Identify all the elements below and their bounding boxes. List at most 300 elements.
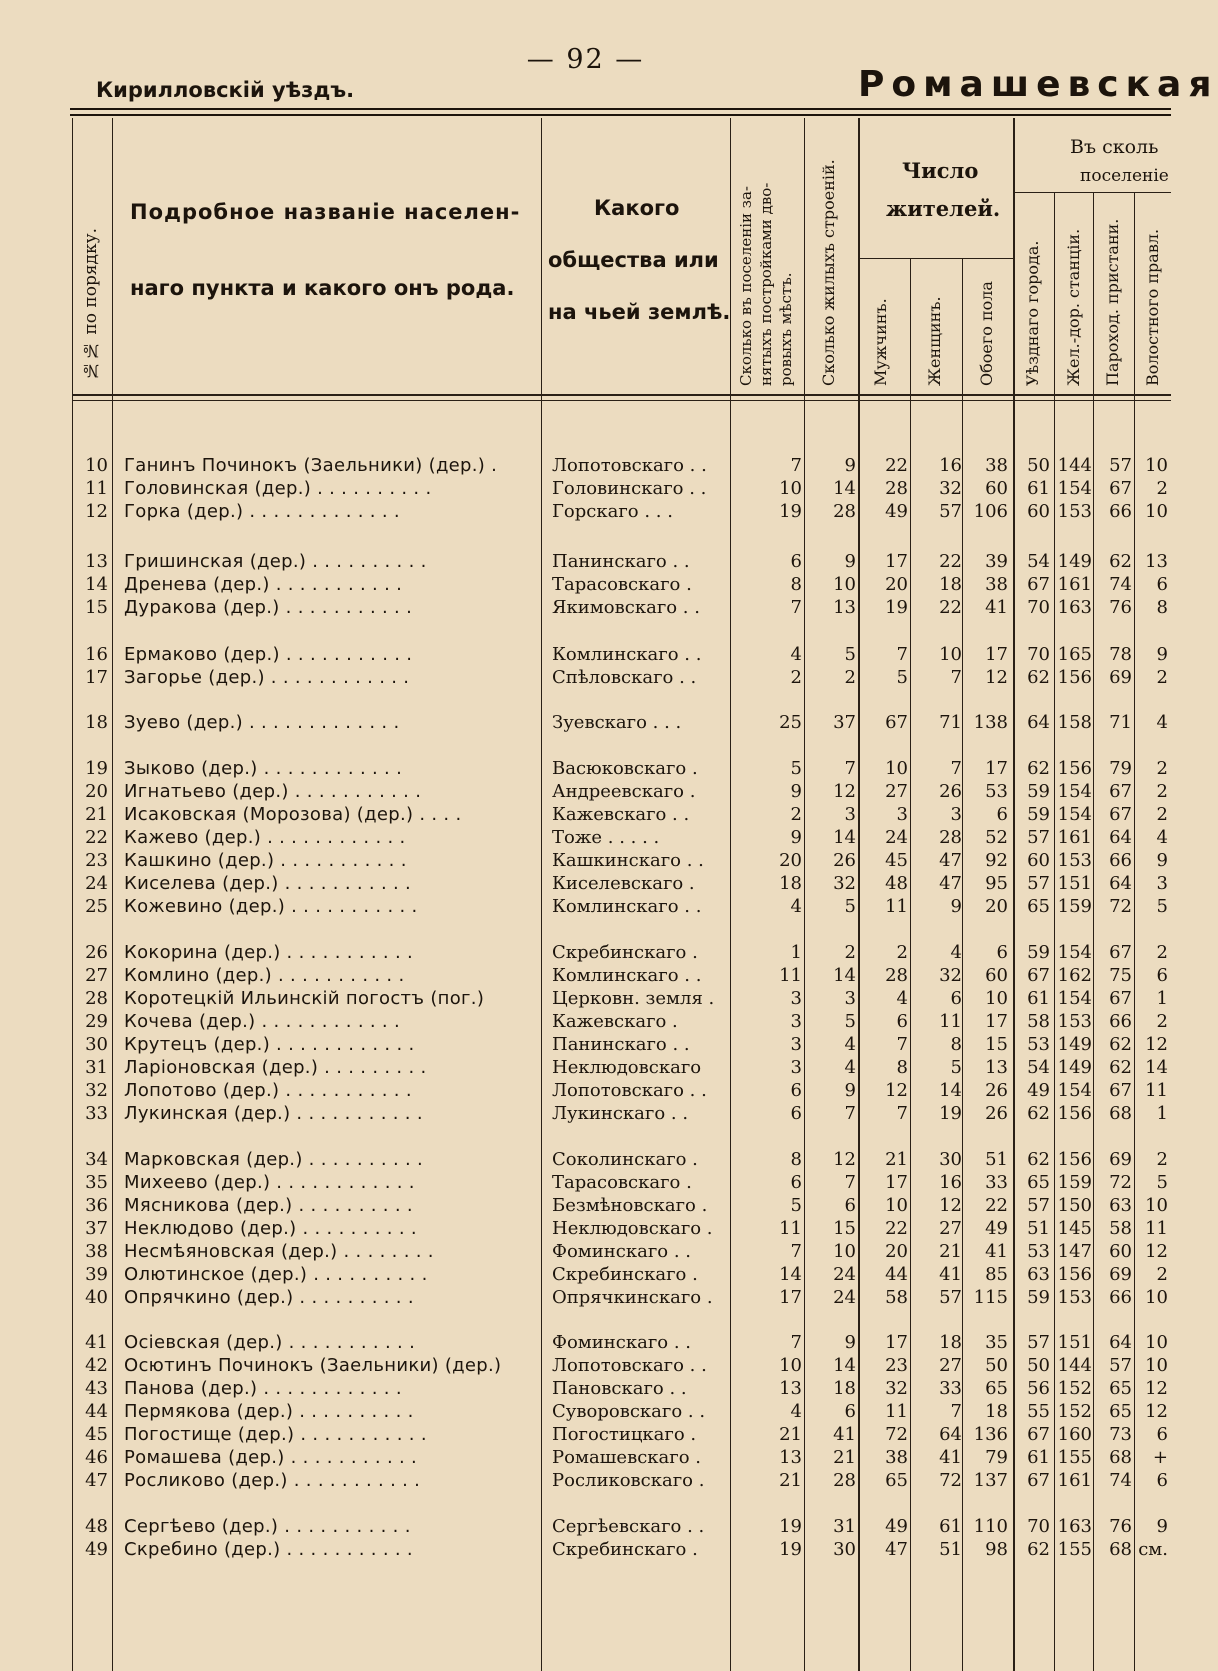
row-number: 49	[85, 1539, 108, 1560]
row-value: 50	[1027, 1355, 1050, 1376]
row-value: 53	[1027, 1241, 1050, 1262]
row-value: 64	[1109, 1332, 1132, 1353]
row-value: 53	[985, 781, 1008, 802]
row-value: 65	[985, 1378, 1008, 1399]
society-name: Кажевскаго .	[552, 1011, 678, 1032]
row-value: 153	[1057, 1287, 1092, 1308]
row-value: 71	[939, 712, 962, 733]
row-value: 57	[939, 1287, 962, 1308]
settlement-name: Кокорина (дер.) . . . . . . . . . . .	[124, 942, 414, 963]
row-value: 21	[779, 1424, 802, 1445]
settlement-name: Крутецъ (дер.) . . . . . . . . . . . .	[124, 1034, 415, 1055]
row-value: 67	[1027, 574, 1050, 595]
row-value: 3	[844, 988, 856, 1009]
row-value: 8	[896, 1057, 908, 1078]
row-value: 62	[1109, 551, 1132, 572]
row-value: 57	[1027, 827, 1050, 848]
row-value: 19	[939, 1103, 962, 1124]
table-row	[0, 501, 1171, 523]
row-value: 72	[885, 1424, 908, 1445]
row-value: 10	[1145, 1287, 1168, 1308]
settlement-name: Кожевино (дер.) . . . . . . . . . . .	[124, 896, 418, 917]
row-value: 28	[833, 501, 856, 522]
table-row	[0, 667, 1171, 689]
table-row	[0, 827, 1171, 849]
row-value: 21	[779, 1470, 802, 1491]
district-title: Кирилловскій уѣздъ.	[96, 78, 355, 102]
row-value: 1	[1156, 1103, 1168, 1124]
row-value: 68	[1109, 1447, 1132, 1468]
row-value: 10	[833, 574, 856, 595]
row-value: 145	[1057, 1218, 1092, 1239]
row-number: 11	[85, 478, 108, 499]
row-value: 9	[790, 781, 802, 802]
row-value: 3	[1156, 873, 1168, 894]
table-row	[0, 455, 1171, 477]
row-value: 3	[790, 988, 802, 1009]
table-row	[0, 1195, 1171, 1217]
row-number: 46	[85, 1447, 108, 1468]
table-row	[0, 1103, 1171, 1125]
table-row	[0, 574, 1171, 596]
settlement-name: Опрячкино (дер.) . . . . . . . . . .	[124, 1287, 414, 1308]
row-value: 37	[833, 712, 856, 733]
row-value: 20	[779, 850, 802, 871]
row-value: 65	[1109, 1378, 1132, 1399]
society-name: Головинскаго . .	[552, 478, 707, 499]
row-value: 154	[1057, 478, 1092, 499]
row-value: 57	[1109, 455, 1132, 476]
row-value: 18	[833, 1378, 856, 1399]
row-value: 4	[896, 988, 908, 1009]
row-value: 9	[844, 551, 856, 572]
row-value: 49	[985, 1218, 1008, 1239]
row-value: 10	[939, 644, 962, 665]
row-value: 14	[833, 965, 856, 986]
row-value: 70	[1027, 644, 1050, 665]
row-value: 2	[896, 942, 908, 963]
row-value: 57	[1109, 1355, 1132, 1376]
row-number: 42	[85, 1355, 108, 1376]
row-value: 3	[844, 804, 856, 825]
row-value: 44	[885, 1264, 908, 1285]
row-number: 16	[85, 644, 108, 665]
row-value: 9	[1156, 644, 1168, 665]
row-value: 6	[950, 988, 962, 1009]
row-value: 5	[790, 758, 802, 779]
row-value: 156	[1057, 667, 1092, 688]
row-value: см.	[1138, 1539, 1168, 1560]
table-row	[0, 1355, 1171, 1377]
row-value: 98	[985, 1539, 1008, 1560]
row-value: 10	[779, 1355, 802, 1376]
table-row	[0, 1034, 1171, 1056]
row-value: 12	[833, 781, 856, 802]
table-row	[0, 942, 1171, 964]
row-value: 18	[985, 1401, 1008, 1422]
row-value: 38	[985, 574, 1008, 595]
row-value: 56	[1027, 1378, 1050, 1399]
settlement-name: Зыково (дер.) . . . . . . . . . . . .	[124, 758, 403, 779]
row-value: 159	[1057, 1172, 1092, 1193]
col-header-inhabitants-2: жителей.	[886, 196, 1001, 221]
row-value: 12	[833, 1149, 856, 1170]
row-value: 7	[950, 667, 962, 688]
row-number: 10	[85, 455, 108, 476]
row-value: 154	[1057, 942, 1092, 963]
row-value: 32	[885, 1378, 908, 1399]
row-value: 10	[1145, 1195, 1168, 1216]
settlement-name: Лукинская (дер.) . . . . . . . . . . .	[124, 1103, 423, 1124]
society-name: Скребинскаго .	[552, 1539, 698, 1560]
col-header-society-1: Какого	[594, 196, 680, 220]
row-value: 9	[1156, 1516, 1168, 1537]
row-value: 5	[1156, 896, 1168, 917]
row-value: 152	[1057, 1401, 1092, 1422]
table-row	[0, 1241, 1171, 1263]
society-name: Лопотовскаго . .	[552, 455, 707, 476]
table-row	[0, 988, 1171, 1010]
row-value: 52	[985, 827, 1008, 848]
row-value: 67	[1109, 478, 1132, 499]
row-value: 65	[885, 1470, 908, 1491]
row-value: 8	[1156, 597, 1168, 618]
row-value: 13	[985, 1057, 1008, 1078]
row-number: 47	[85, 1470, 108, 1491]
row-value: 8	[790, 1149, 802, 1170]
society-name: Росликовскаго .	[552, 1470, 705, 1491]
settlement-name: Загорье (дер.) . . . . . . . . . . . .	[124, 667, 410, 688]
row-number: 36	[85, 1195, 108, 1216]
row-value: 9	[844, 1332, 856, 1353]
society-name: Лопотовскаго . .	[552, 1355, 707, 1376]
society-name: Церковн. земля .	[552, 988, 715, 1009]
col-header-name-1: Подробное названіе населен-	[130, 200, 521, 224]
row-value: 61	[939, 1516, 962, 1537]
settlement-name: Исаковская (Морозова) (дер.) . . . .	[124, 804, 462, 825]
row-value: 154	[1057, 988, 1092, 1009]
col-header-women: Женщинъ.	[925, 296, 944, 386]
row-number: 28	[85, 988, 108, 1009]
settlement-name: Мясникова (дер.) . . . . . . . . . .	[124, 1195, 413, 1216]
row-value: 10	[1145, 455, 1168, 476]
row-value: 32	[833, 873, 856, 894]
row-value: 49	[885, 1516, 908, 1537]
row-number: 33	[85, 1103, 108, 1124]
row-value: 60	[1027, 850, 1050, 871]
row-value: 68	[1109, 1539, 1132, 1560]
row-value: 24	[885, 827, 908, 848]
row-value: 136	[973, 1424, 1008, 1445]
row-value: 10	[1145, 1355, 1168, 1376]
row-value: 12	[885, 1080, 908, 1101]
row-value: 2	[844, 942, 856, 963]
row-value: 18	[939, 574, 962, 595]
row-value: 17	[779, 1287, 802, 1308]
row-number: 18	[85, 712, 108, 733]
row-value: 64	[1027, 712, 1050, 733]
row-value: 6	[1156, 574, 1168, 595]
row-value: 7	[844, 1103, 856, 1124]
row-value: 67	[1109, 804, 1132, 825]
row-value: 64	[1109, 873, 1132, 894]
row-number: 14	[85, 574, 108, 595]
row-value: 62	[1109, 1034, 1132, 1055]
row-value: 30	[833, 1539, 856, 1560]
row-value: 137	[973, 1470, 1008, 1491]
row-value: 9	[1156, 850, 1168, 871]
row-value: 151	[1057, 873, 1092, 894]
row-value: 106	[973, 501, 1008, 522]
settlement-name: Росликово (дер.) . . . . . . . . . . .	[124, 1470, 421, 1491]
row-value: 9	[844, 455, 856, 476]
row-value: 59	[1027, 942, 1050, 963]
col-header-distance-1: Въ сколь	[1070, 136, 1159, 158]
table-row	[0, 1470, 1171, 1492]
society-name: Фоминскаго . .	[552, 1241, 691, 1262]
row-value: 3	[790, 1034, 802, 1055]
row-number: 23	[85, 850, 108, 871]
society-name: Зуевскаго . . .	[552, 712, 682, 733]
row-value: 18	[779, 873, 802, 894]
row-value: 66	[1109, 1287, 1132, 1308]
row-value: 2	[1156, 1264, 1168, 1285]
row-value: 67	[1109, 781, 1132, 802]
row-value: 7	[950, 1401, 962, 1422]
row-value: 2	[1156, 758, 1168, 779]
row-value: 6	[896, 1011, 908, 1032]
row-value: 59	[1027, 804, 1050, 825]
table-row	[0, 478, 1171, 500]
row-value: 7	[790, 1332, 802, 1353]
row-value: 64	[1109, 827, 1132, 848]
society-name: Тоже . . . . .	[552, 827, 660, 848]
col-header-both: Обоего пола	[977, 281, 996, 386]
row-value: 72	[1109, 896, 1132, 917]
row-value: 73	[1109, 1424, 1132, 1445]
society-name: Спѣловскаго . .	[552, 667, 697, 688]
society-name: Сергѣевскаго . .	[552, 1516, 705, 1537]
row-value: 153	[1057, 850, 1092, 871]
row-value: 45	[885, 850, 908, 871]
row-value: 51	[1027, 1218, 1050, 1239]
settlement-name: Гришинская (дер.) . . . . . . . . . .	[124, 551, 427, 572]
table-row	[0, 781, 1171, 803]
row-value: 67	[1027, 1424, 1050, 1445]
row-value: 5	[950, 1057, 962, 1078]
row-value: 5	[844, 896, 856, 917]
row-value: 62	[1027, 1539, 1050, 1560]
society-name: Тарасовскаго .	[552, 1172, 692, 1193]
row-value: 150	[1057, 1195, 1092, 1216]
row-value: 161	[1057, 574, 1092, 595]
row-value: 62	[1027, 758, 1050, 779]
society-name: Скребинскаго .	[552, 1264, 698, 1285]
row-value: 60	[1027, 501, 1050, 522]
row-value: 2	[1156, 478, 1168, 499]
row-value: 4	[844, 1057, 856, 1078]
row-value: 159	[1057, 896, 1092, 917]
row-value: 85	[985, 1264, 1008, 1285]
row-value: 163	[1057, 597, 1092, 618]
row-value: 7	[790, 455, 802, 476]
table-row	[0, 1057, 1171, 1079]
row-value: 156	[1057, 1264, 1092, 1285]
row-value: 28	[885, 478, 908, 499]
row-value: 33	[985, 1172, 1008, 1193]
settlement-name: Пермякова (дер.) . . . . . . . . . .	[124, 1401, 414, 1422]
row-value: 2	[1156, 942, 1168, 963]
row-value: 65	[1027, 896, 1050, 917]
settlement-name: Неклюдово (дер.) . . . . . . . . . .	[124, 1218, 417, 1239]
row-number: 30	[85, 1034, 108, 1055]
row-value: 26	[985, 1080, 1008, 1101]
row-value: 153	[1057, 501, 1092, 522]
row-value: 17	[985, 644, 1008, 665]
row-value: 8	[790, 574, 802, 595]
row-value: 55	[1027, 1401, 1050, 1422]
row-value: 14	[833, 827, 856, 848]
society-name: Васюковскаго .	[552, 758, 698, 779]
row-value: 49	[885, 501, 908, 522]
row-value: 63	[1109, 1195, 1132, 1216]
row-value: 47	[939, 873, 962, 894]
row-value: 12	[939, 1195, 962, 1216]
table-row	[0, 1080, 1171, 1102]
row-value: 11	[779, 1218, 802, 1239]
row-value: 57	[939, 501, 962, 522]
row-value: 67	[1027, 1470, 1050, 1491]
row-value: 21	[833, 1447, 856, 1468]
row-value: 30	[939, 1149, 962, 1170]
row-value: 47	[939, 850, 962, 871]
row-value: 58	[1027, 1011, 1050, 1032]
row-value: 11	[779, 965, 802, 986]
row-value: 7	[790, 1241, 802, 1262]
row-value: 50	[985, 1355, 1008, 1376]
row-value: 10	[833, 1241, 856, 1262]
row-value: 66	[1109, 501, 1132, 522]
row-value: 75	[1109, 965, 1132, 986]
row-value: 7	[896, 644, 908, 665]
row-value: 39	[985, 551, 1008, 572]
row-value: 1	[1156, 988, 1168, 1009]
society-name: Кашкинскаго . .	[552, 850, 704, 871]
row-value: 57	[1027, 873, 1050, 894]
row-value: 70	[1027, 1516, 1050, 1537]
row-value: 6	[1156, 1470, 1168, 1491]
row-value: 17	[885, 551, 908, 572]
settlement-name: Михеево (дер.) . . . . . . . . . . . .	[124, 1172, 415, 1193]
society-name: Суворовскаго . .	[552, 1401, 706, 1422]
row-value: 79	[985, 1447, 1008, 1468]
row-number: 21	[85, 804, 108, 825]
settlement-name: Игнатьево (дер.) . . . . . . . . . . .	[124, 781, 422, 802]
society-name: Опрячкинскаго .	[552, 1287, 713, 1308]
table-row	[0, 1287, 1171, 1309]
row-value: 5	[844, 1011, 856, 1032]
row-value: 149	[1057, 551, 1092, 572]
row-value: 62	[1027, 1103, 1050, 1124]
table-row	[0, 644, 1171, 666]
row-value: 13	[779, 1378, 802, 1399]
row-value: 41	[833, 1424, 856, 1445]
row-value: 54	[1027, 551, 1050, 572]
row-value: 35	[985, 1332, 1008, 1353]
row-value: 79	[1109, 758, 1132, 779]
row-value: 5	[1156, 1172, 1168, 1193]
settlement-name: Сергѣево (дер.) . . . . . . . . . . .	[124, 1516, 411, 1537]
row-value: 50	[1027, 455, 1050, 476]
row-value: 24	[833, 1264, 856, 1285]
col-header-society-2: общества или	[548, 248, 719, 272]
settlement-name: Ромашева (дер.) . . . . . . . . . . .	[124, 1447, 418, 1468]
col-header-volost-admin: Волостного правл.	[1143, 228, 1162, 386]
row-value: 7	[790, 597, 802, 618]
row-value: 60	[985, 965, 1008, 986]
settlement-name: Погостище (дер.) . . . . . . . . . . .	[124, 1424, 427, 1445]
row-value: 68	[1109, 1103, 1132, 1124]
row-value: 24	[833, 1287, 856, 1308]
row-value: 154	[1057, 804, 1092, 825]
row-number: 43	[85, 1378, 108, 1399]
row-value: 10	[1145, 501, 1168, 522]
settlement-name: Несмѣяновская (дер.) . . . . . . . .	[124, 1241, 434, 1262]
row-value: 12	[1145, 1378, 1168, 1399]
row-value: 38	[885, 1447, 908, 1468]
row-value: 4	[790, 1401, 802, 1422]
col-header-buildings: Сколько жилыхъ строеній.	[819, 159, 838, 386]
row-value: 61	[1027, 1447, 1050, 1468]
row-value: 14	[779, 1264, 802, 1285]
page-number: — 92 —	[526, 44, 645, 75]
row-value: 115	[973, 1287, 1008, 1308]
row-value: 4	[950, 942, 962, 963]
row-value: 28	[885, 965, 908, 986]
col-header-town: Уѣзднаго города.	[1023, 240, 1042, 386]
row-value: 27	[939, 1355, 962, 1376]
row-value: 11	[1145, 1080, 1168, 1101]
row-value: 17	[885, 1332, 908, 1353]
row-number: 24	[85, 873, 108, 894]
row-value: 13	[779, 1447, 802, 1468]
row-value: 7	[896, 1034, 908, 1055]
row-value: 10	[885, 758, 908, 779]
row-value: 3	[896, 804, 908, 825]
society-name: Комлинскаго . .	[552, 965, 702, 986]
table-row	[0, 873, 1171, 895]
row-value: 57	[1027, 1332, 1050, 1353]
settlement-name: Горка (дер.) . . . . . . . . . . . . .	[124, 501, 400, 522]
row-value: 4	[844, 1034, 856, 1055]
row-value: 95	[985, 873, 1008, 894]
row-value: 160	[1057, 1424, 1092, 1445]
row-value: 66	[1109, 850, 1132, 871]
society-name: Неклюдовскаго	[552, 1057, 702, 1078]
row-number: 27	[85, 965, 108, 986]
row-value: 17	[985, 758, 1008, 779]
row-value: 74	[1109, 574, 1132, 595]
row-value: 2	[1156, 667, 1168, 688]
row-value: 3	[950, 804, 962, 825]
row-value: 28	[833, 1470, 856, 1491]
settlement-name: Осіевская (дер.) . . . . . . . . . . .	[124, 1332, 416, 1353]
row-value: 10	[779, 478, 802, 499]
settlement-name: Ганинъ Починокъ (Заельники) (дер.) .	[124, 455, 498, 476]
row-value: 2	[790, 804, 802, 825]
row-value: 12	[1145, 1034, 1168, 1055]
row-value: 41	[939, 1447, 962, 1468]
